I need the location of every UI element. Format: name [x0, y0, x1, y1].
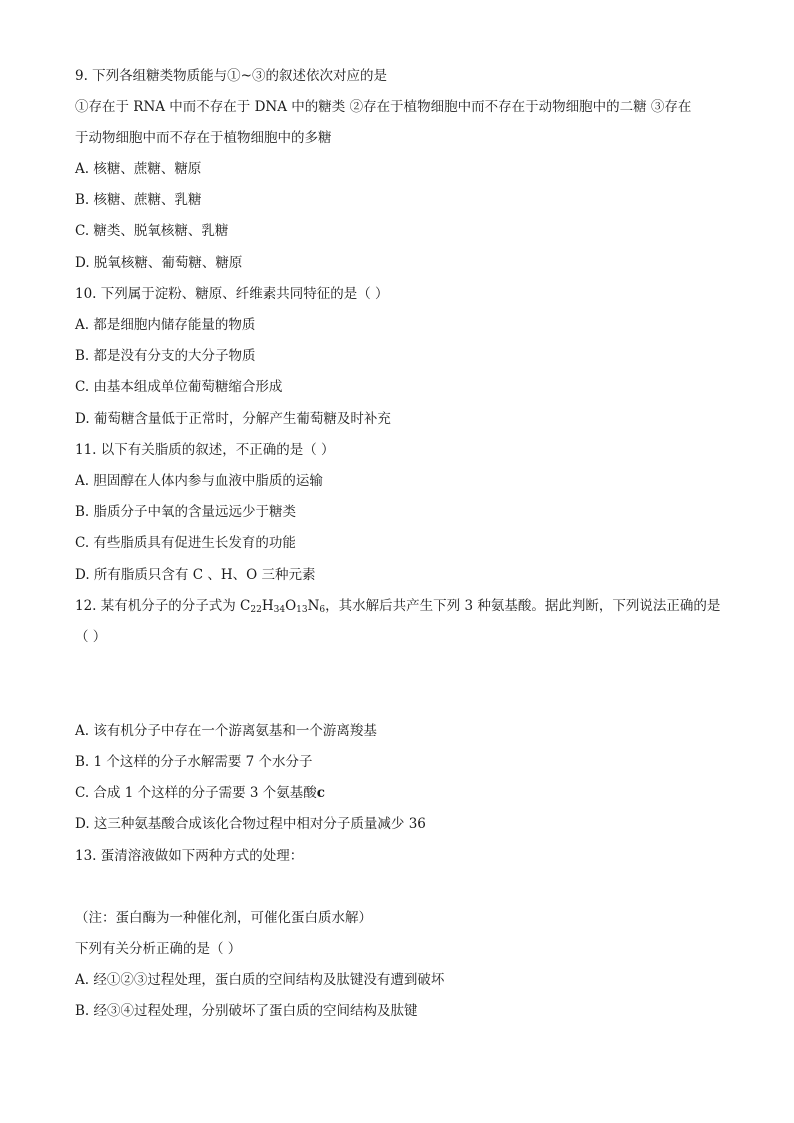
q9-description-line-1: ①存在于 RNA 中而不存在于 DNA 中的糖类 ②存在于植物细胞中而不存在于动物细胞中的二糖 ③存在 [75, 99, 692, 115]
q10-option-b: B. 都是没有分支的大分子物质 [75, 348, 256, 364]
q9-option-c: C. 糖类、脱氧核糖、乳糖 [75, 223, 229, 239]
q13-option-a: A. 经①②③过程处理，蛋白质的空间结构及肽键没有遭到破坏 [75, 972, 445, 988]
formula-h-count: 34 [273, 605, 286, 615]
q12-stem-line-2: （ ） [75, 629, 107, 645]
q11-option-b: B. 脂质分子中氧的含量远远少于糖类 [75, 504, 297, 520]
q11-stem: 11. 以下有关脂质的叙述，不正确的是（ ） [75, 442, 335, 458]
q12-option-d: D. 这三种氨基酸合成该化合物过程中相对分子质量减少 36 [75, 816, 426, 832]
q12-option-c [75, 784, 325, 803]
q9-description-line-2: 于动物细胞中而不存在于植物细胞中的多糖 [75, 130, 332, 146]
q9-stem: 9. 下列各组糖类物质能与①~③的叙述依次对应的是 [75, 68, 387, 84]
q10-option-a: A. 都是细胞内储存能量的物质 [75, 317, 256, 333]
q11-option-d: D. 所有脂质只含有 C 、H、O 三种元素 [75, 567, 316, 583]
q13-option-b: B. 经③④过程处理，分别破坏了蛋白质的空间结构及肽键 [75, 1003, 418, 1019]
q13-note: （注：蛋白酶为一种催化剂，可催化蛋白质水解） [75, 910, 372, 926]
q10-option-d: D. 葡萄糖含量低于正常时，分解产生葡萄糖及时补充 [75, 411, 391, 427]
q12-stem [75, 597, 720, 616]
formula-o: O [285, 598, 297, 614]
formula-h: H [261, 598, 274, 614]
q10-option-c: C. 由基本组成单位葡萄糖缩合形成 [75, 379, 283, 395]
q12-stem-prefix: 12. 某有机分子的分子式为 C [75, 598, 251, 614]
q12-option-a: A. 该有机分子中存在一个游离氨基和一个游离羧基 [75, 723, 377, 739]
q11-option-c: C. 有些脂质具有促进生长发育的功能 [75, 535, 296, 551]
q13-stem: 13. 蛋清溶液做如下两种方式的处理： [75, 848, 304, 864]
q9-option-d: D. 脱氧核糖、葡萄糖、糖原 [75, 255, 243, 271]
q12-option-c-text: C. 合成 1 个这样的分子需要 3 个氨基酸 [75, 785, 317, 801]
q12-option-c-suffix: c [316, 785, 326, 801]
formula-o-count: 13 [296, 605, 308, 615]
q12-option-b: B. 1 个这样的分子水解需要 7 个水分子 [75, 754, 313, 770]
q11-option-a: A. 胆固醇在人体内参与血液中脂质的运输 [75, 473, 323, 489]
q12-stem-suffix: ，其水解后共产生下列 3 种氨基酸。据此判断，下列说法正确的是 [325, 598, 721, 614]
q9-option-a: A. 核糖、蔗糖、糖原 [75, 161, 202, 177]
formula-n: N [307, 598, 320, 614]
formula-n-count: 6 [319, 605, 326, 615]
formula-c-count: 22 [250, 605, 262, 615]
q10-stem: 10. 下列属于淀粉、糖原、纤维素共同特征的是（ ） [75, 286, 389, 302]
q13-prompt: 下列有关分析正确的是（ ） [75, 941, 242, 957]
q9-option-b: B. 核糖、蔗糖、乳糖 [75, 192, 202, 208]
